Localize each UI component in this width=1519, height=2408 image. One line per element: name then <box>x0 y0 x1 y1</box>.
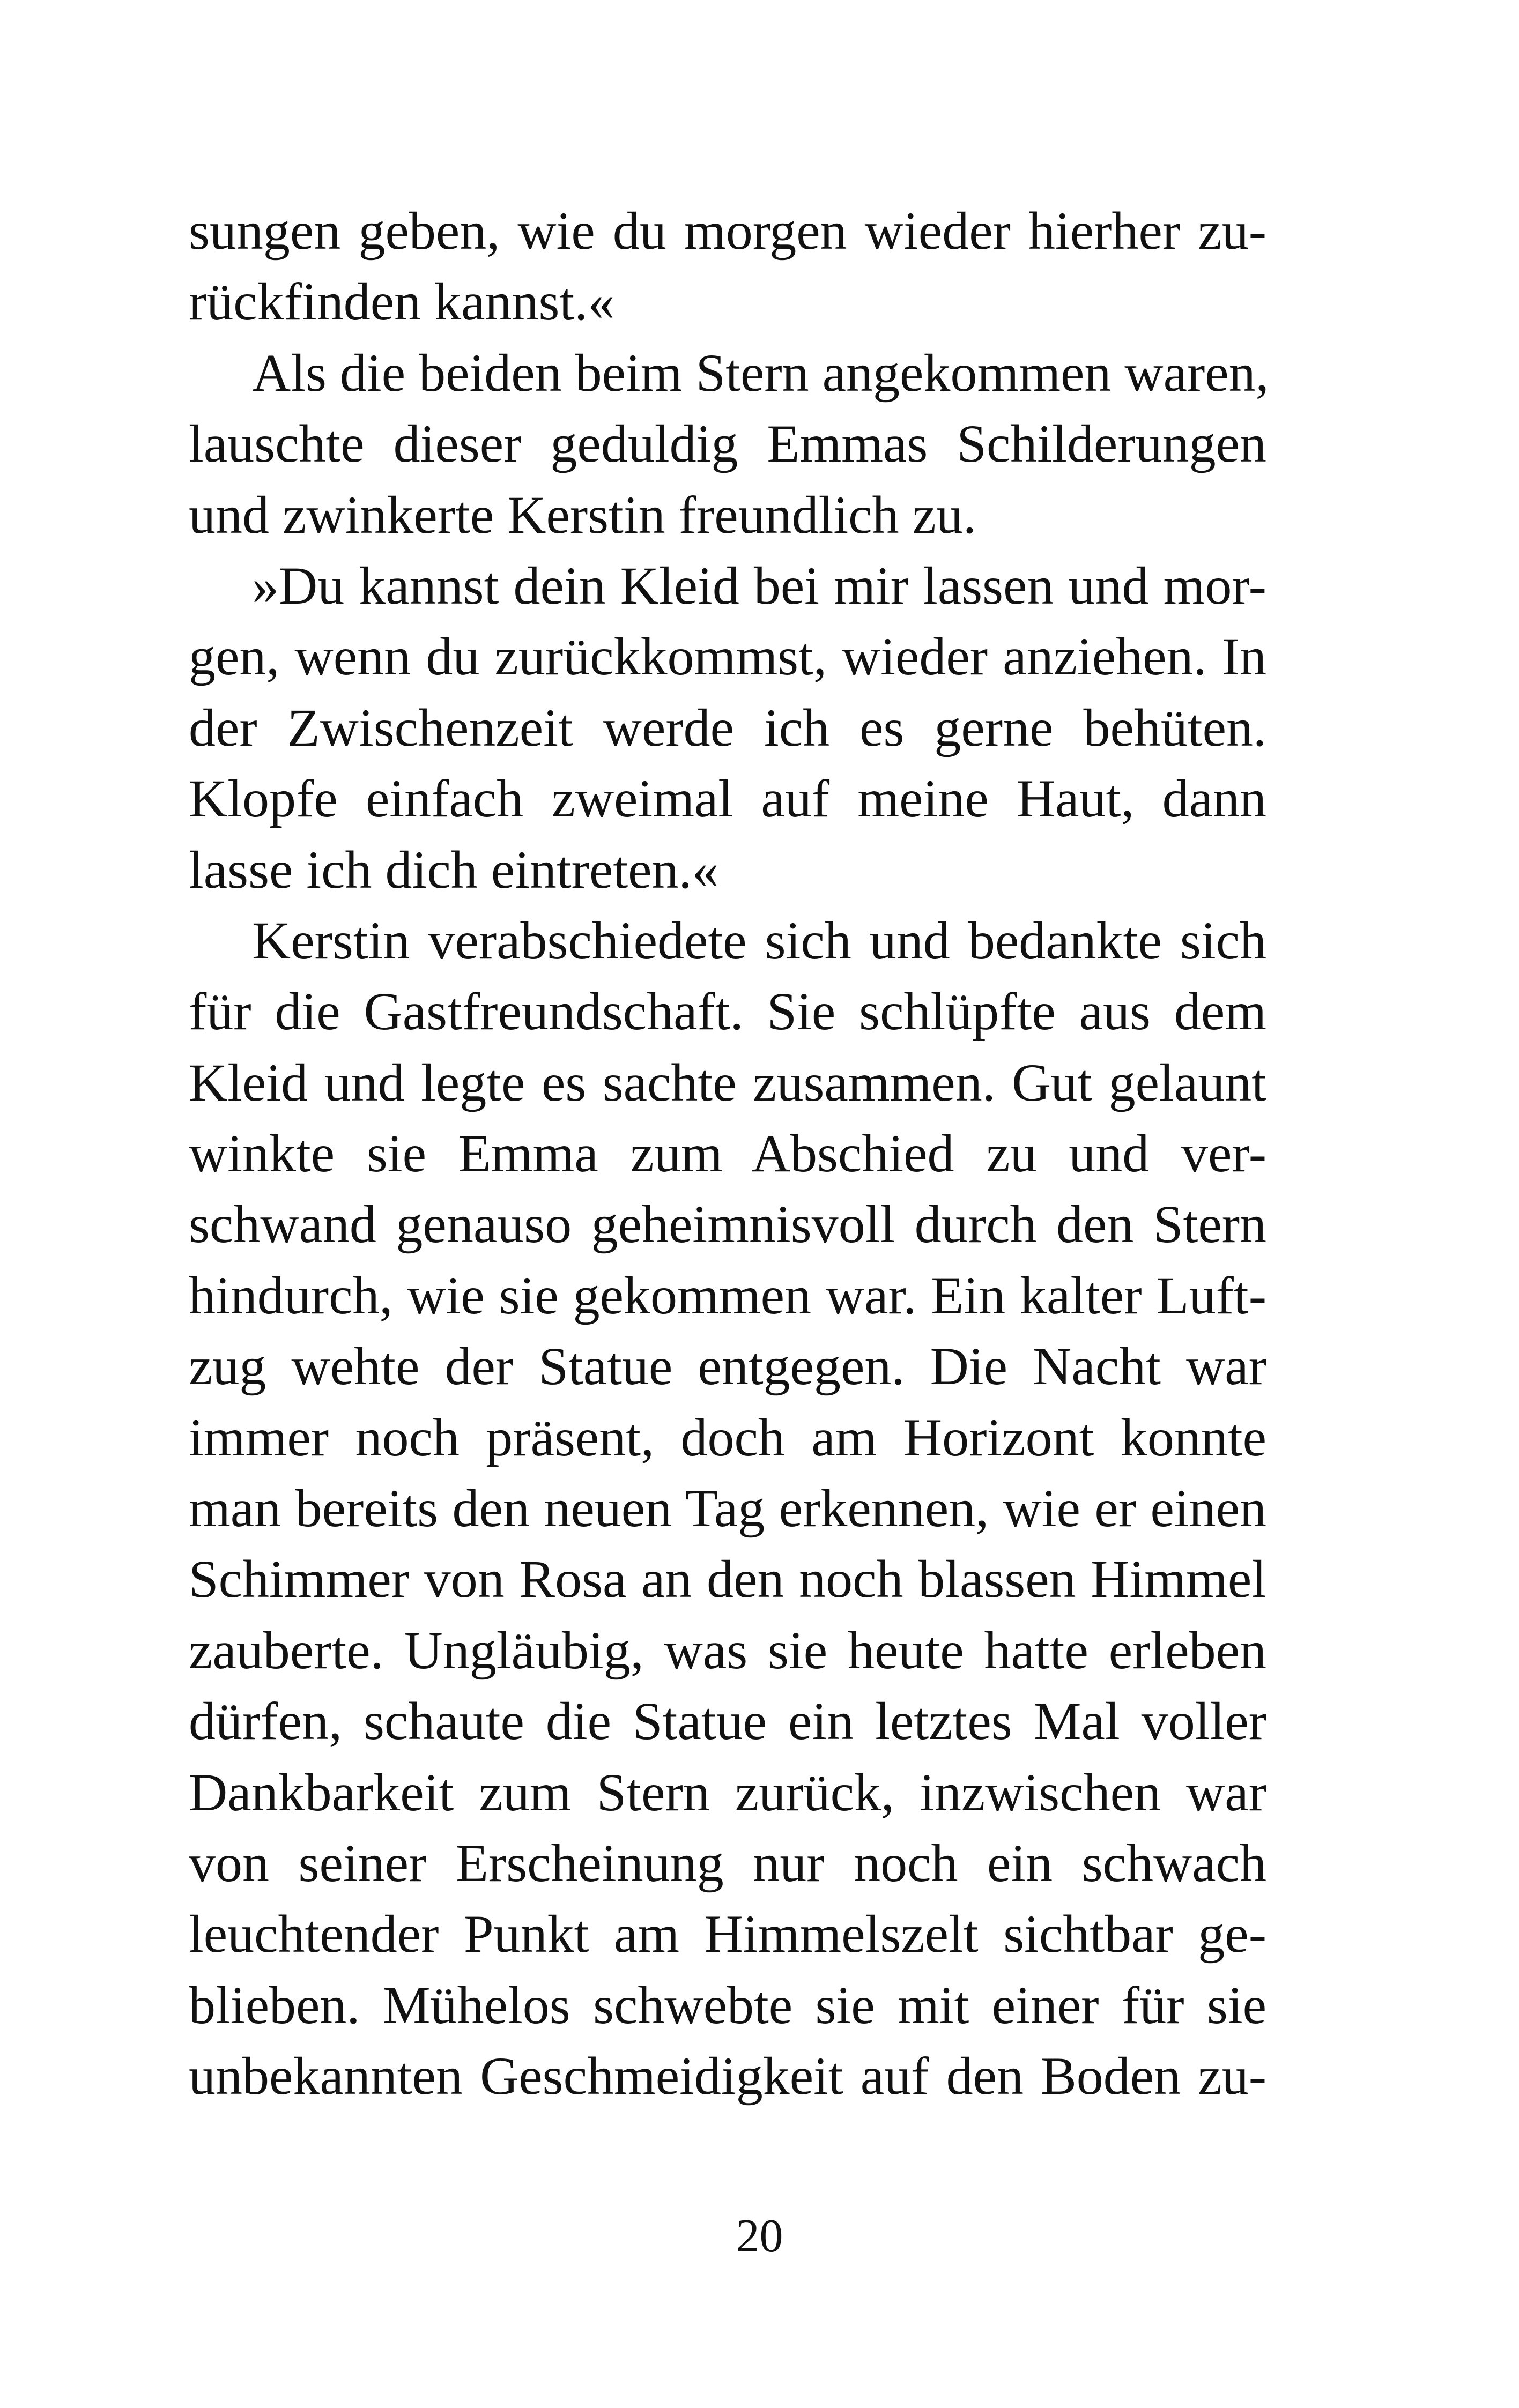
text-line: für die Gastfreundschaft. Sie schlüpfte aus dem <box>189 982 1266 1042</box>
text-line: zug wehte der Statue entgegen. Die Nacht war <box>189 1336 1266 1396</box>
text-line: lasse ich dich eintreten.« <box>189 839 719 900</box>
text-line: Klopfe einfach zweimal auf meine Haut, dann <box>189 769 1266 829</box>
text-line: hindurch, wie sie gekommen war. Ein kalter Luft- <box>189 1265 1266 1325</box>
text-line: von seiner Erscheinung nur noch ein schwach <box>189 1833 1266 1893</box>
text-line: gen, wenn du zurückkommst, wieder anziehen. In <box>189 627 1266 687</box>
text-line: unbekannten Geschmeidigkeit auf den Boden zu- <box>189 2046 1266 2106</box>
text-line: sungen geben, wie du morgen wieder hierher zu- <box>189 201 1266 261</box>
paragraph-first-line: »Du kannst dein Kleid bei mir lassen und mor- <box>252 555 1266 615</box>
text-line: dürfen, schaute die Statue ein letztes Mal voller <box>189 1691 1266 1751</box>
text-line: blieben. Mühelos schwebte sie mit einer für sie <box>189 1975 1266 2035</box>
paragraph-first-line: Als die beiden beim Stern angekommen waren, <box>252 343 1269 403</box>
body-text <box>189 196 1269 2112</box>
text-line: immer noch präsent, doch am Horizont konnte <box>189 1407 1266 1467</box>
text-line: leuchtender Punkt am Himmelszelt sichtbar ge- <box>189 1904 1266 1964</box>
text-line: Schimmer von Rosa an den noch blassen Himmel <box>189 1549 1266 1609</box>
text-line: schwand genauso geheimnisvoll durch den Stern <box>189 1194 1266 1254</box>
text-line: Kleid und legte es sachte zusammen. Gut gelaunt <box>189 1052 1266 1112</box>
paragraph-first-line: Kerstin verabschiedete sich und bedankte sich <box>252 910 1266 970</box>
text-line: Dankbarkeit zum Stern zurück, inzwischen war <box>189 1762 1266 1822</box>
text-line: und zwinkerte Kerstin freundlich zu. <box>189 485 976 545</box>
text-line: der Zwischenzeit werde ich es gerne behüten. <box>189 697 1266 757</box>
text-line: lauschte dieser geduldig Emmas Schilderungen <box>189 414 1266 474</box>
page-number: 20 <box>736 2210 783 2262</box>
text-line: winkte sie Emma zum Abschied zu und ver- <box>189 1124 1266 1184</box>
text-line: rückfinden kannst.« <box>189 272 615 332</box>
text-line: zauberte. Ungläubig, was sie heute hatte erleben <box>189 1620 1266 1680</box>
text-line: man bereits den neuen Tag erkennen, wie er einen <box>189 1478 1266 1539</box>
